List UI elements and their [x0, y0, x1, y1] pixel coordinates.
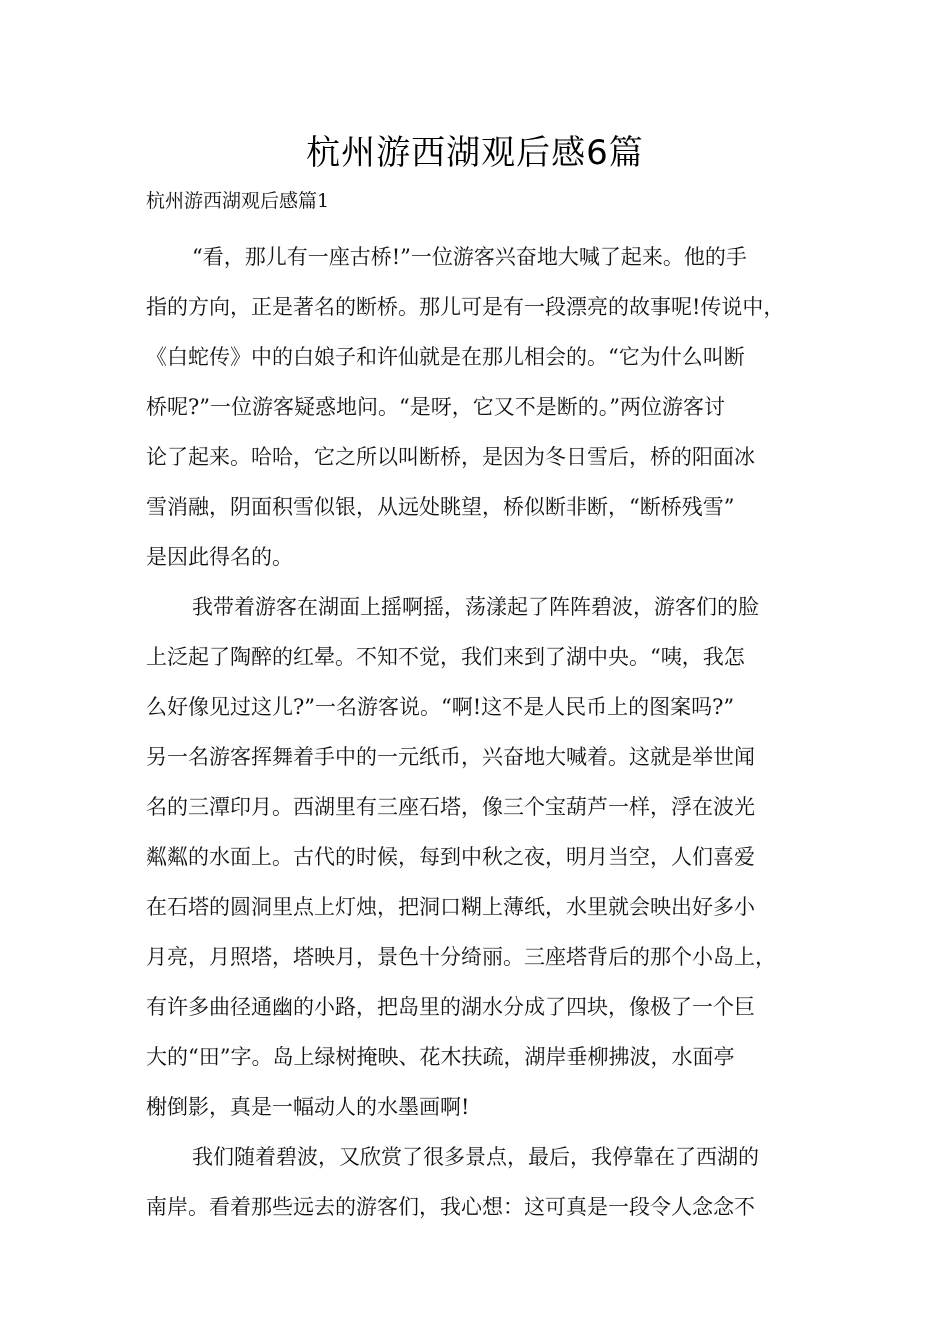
paragraph-line: 大的“田”字。岛上绿树掩映、花木扶疏，湖岸垂柳拂波，水面亭	[146, 1045, 735, 1069]
paragraph-line: 在石塔的圆洞里点上灯烛，把洞口糊上薄纸，水里就会映出好多小	[146, 895, 755, 919]
document-title: 杭州游西湖观后感6篇	[306, 133, 644, 173]
paragraph-line: 是因此得名的。	[146, 545, 293, 569]
paragraph-line: 名的三潭印月。西湖里有三座石塔，像三个宝葫芦一样，浮在波光	[146, 795, 755, 819]
paragraph-line: 南岸。看着那些远去的游客们，我心想：这可真是一段令人念念不	[146, 1195, 755, 1219]
paragraph-line: 上泛起了陶醉的红晕。不知不觉，我们来到了湖中央。“咦，我怎	[146, 645, 745, 669]
paragraph-line: 论了起来。哈哈，它之所以叫断桥，是因为冬日雪后，桥的阳面冰	[146, 445, 755, 469]
paragraph-3	[146, 1132, 816, 1232]
paragraph-line: 月亮，月照塔，塔映月，景色十分绮丽。三座塔背后的那个小岛上，	[146, 945, 776, 969]
paragraph-line: 么好像见过这儿?”一名游客说。“啊!这不是人民币上的图案吗?”	[146, 695, 735, 719]
paragraph-line: 另一名游客挥舞着手中的一元纸币，兴奋地大喊着。这就是举世闻	[146, 745, 755, 769]
paragraph-2	[146, 582, 816, 1132]
paragraph-line: 有许多曲径通幽的小路，把岛里的湖水分成了四块，像极了一个巨	[146, 995, 755, 1019]
paragraph-line: 指的方向，正是著名的断桥。那儿可是有一段漂亮的故事呢!传说中，	[146, 295, 785, 319]
paragraph-line: 《白蛇传》中的白娘子和许仙就是在那儿相会的。“它为什么叫断	[146, 345, 745, 369]
paragraph-line: 我带着游客在湖面上摇啊摇，荡漾起了阵阵碧波，游客们的脸	[192, 595, 759, 619]
paragraph-1	[146, 232, 816, 582]
document-body	[146, 182, 816, 1232]
paragraph-line: “看，那儿有一座古桥!”一位游客兴奋地大喊了起来。他的手	[192, 245, 747, 269]
section-heading: 杭州游西湖观后感篇1	[146, 190, 330, 212]
paragraph-line: 榭倒影，真是一幅动人的水墨画啊!	[146, 1095, 470, 1119]
paragraph-line: 桥呢?”一位游客疑惑地问。“是呀，它又不是断的。”两位游客讨	[146, 395, 725, 419]
paragraph-line: 粼粼的水面上。古代的时候，每到中秋之夜，明月当空，人们喜爱	[146, 845, 755, 869]
paragraph-line: 雪消融，阴面积雪似银，从远处眺望，桥似断非断，“断桥残雪”	[146, 495, 735, 519]
paragraph-line: 我们随着碧波，又欣赏了很多景点，最后，我停靠在了西湖的	[192, 1145, 759, 1169]
